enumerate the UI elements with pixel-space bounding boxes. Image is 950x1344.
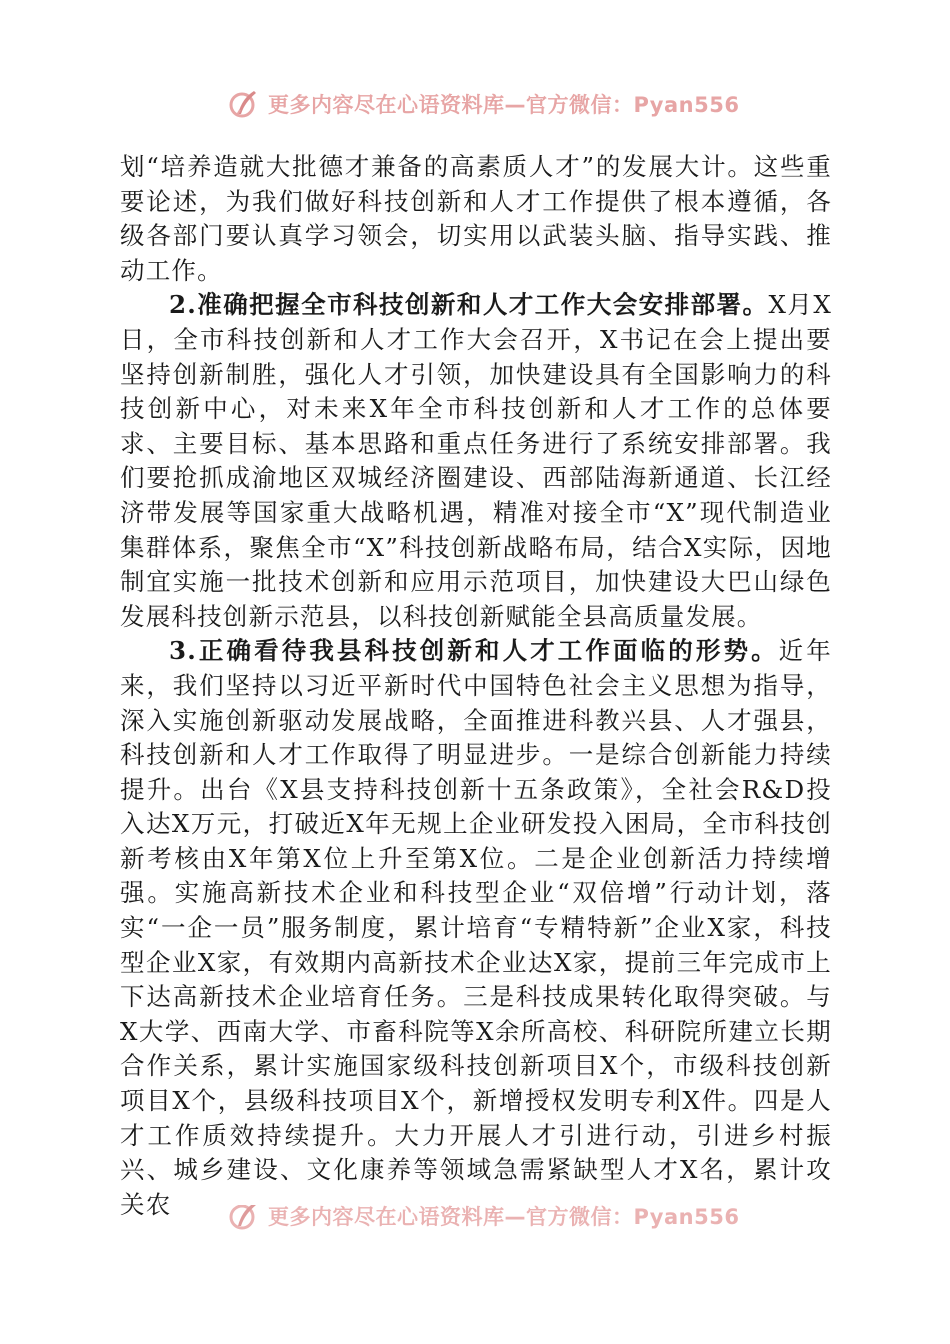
paragraph-2 <box>120 288 832 634</box>
paragraph-3 <box>120 634 832 1222</box>
document-body <box>120 150 832 1222</box>
paragraph-3-heading: 3.正确看待我县科技创新和人才工作面临的形势。 <box>169 636 779 666</box>
quill-logo-icon <box>228 88 260 120</box>
header-watermark-banner <box>228 84 739 124</box>
paragraph-1-body: 划“培养造就大批德才兼备的高素质人才”的发展大计。这些重要论述，为我们做好科技创新和人才工作提供了根本遵循，各级各部门要认真学习领会，切实用以武装头脑、指导实践、推动工作。 <box>120 152 832 285</box>
paragraph-1 <box>120 150 832 288</box>
paragraph-3-body: 近年来，我们坚持以习近平新时代中国特色社会主义思想为指导，深入实施创新驱动发展战略，全面推进科教兴县、人才强县，科技创新和人才工作取得了明显进步。一是综合创新能力持续提升。出台《X县支持科技创新十五条政策》，全社会R&D投入达X万元，打破近X年无规上企业研发投入困局，全市科技创新考核由X年第X位上升至第X位。二是企业创新活力持续增强。实施高新技术企业和科技型企业“双倍增”行动计划，落实“一企一员”服务制度，累计培育“专精特新”企业X家，科技型企业X家，有效期内高新技术企业达X家，提前三年完成市上下达高新技术企业培育任务。三是科技成果转化取得突破。与X大学、西南大学、市畜科院等X余所高校、科研院所建立长期合作关系，累计实施国家级科技创新项目X个，市级科技创新项目X个，县级科技项目X个，新增授权发明专利X件。四是人才工作质效持续提升。大力开展人才引进行动，引进乡村振兴、城乡建设、文化康养等领域急需紧缺型人才X名，累计攻关农 <box>120 636 832 1219</box>
paragraph-2-heading: 2.准确把握全市科技创新和人才工作大会安排部署。 <box>169 290 769 320</box>
paragraph-2-body: X月X日，全市科技创新和人才工作大会召开，X书记在会上提出要坚持创新制胜，强化人才引领，加快建设具有全国影响力的科技创新中心，对未来X年全市科技创新和人才工作的总体要求、主要目标、基本思路和重点任务进行了系统安排部署。我们要抢抓成渝地区双城经济圈建设、西部陆海新通道、长江经济带发展等国家重大战略机遇，精准对接全市“X”现代制造业集群体系，聚焦全市“X”科技创新战略布局，结合X实际，因地制宜实施一批技术创新和应用示范项目，加快建设大巴山绿色发展科技创新示范县，以科技创新赋能全县高质量发展。 <box>120 290 832 631</box>
footer-watermark-text: 更多内容尽在心语资料库—官方微信：Pyan556 <box>268 1205 740 1229</box>
header-watermark-text: 更多内容尽在心语资料库—官方微信：Pyan556 <box>268 93 740 117</box>
quill-logo-icon <box>228 1205 260 1232</box>
footer-watermark-banner <box>228 1205 739 1239</box>
